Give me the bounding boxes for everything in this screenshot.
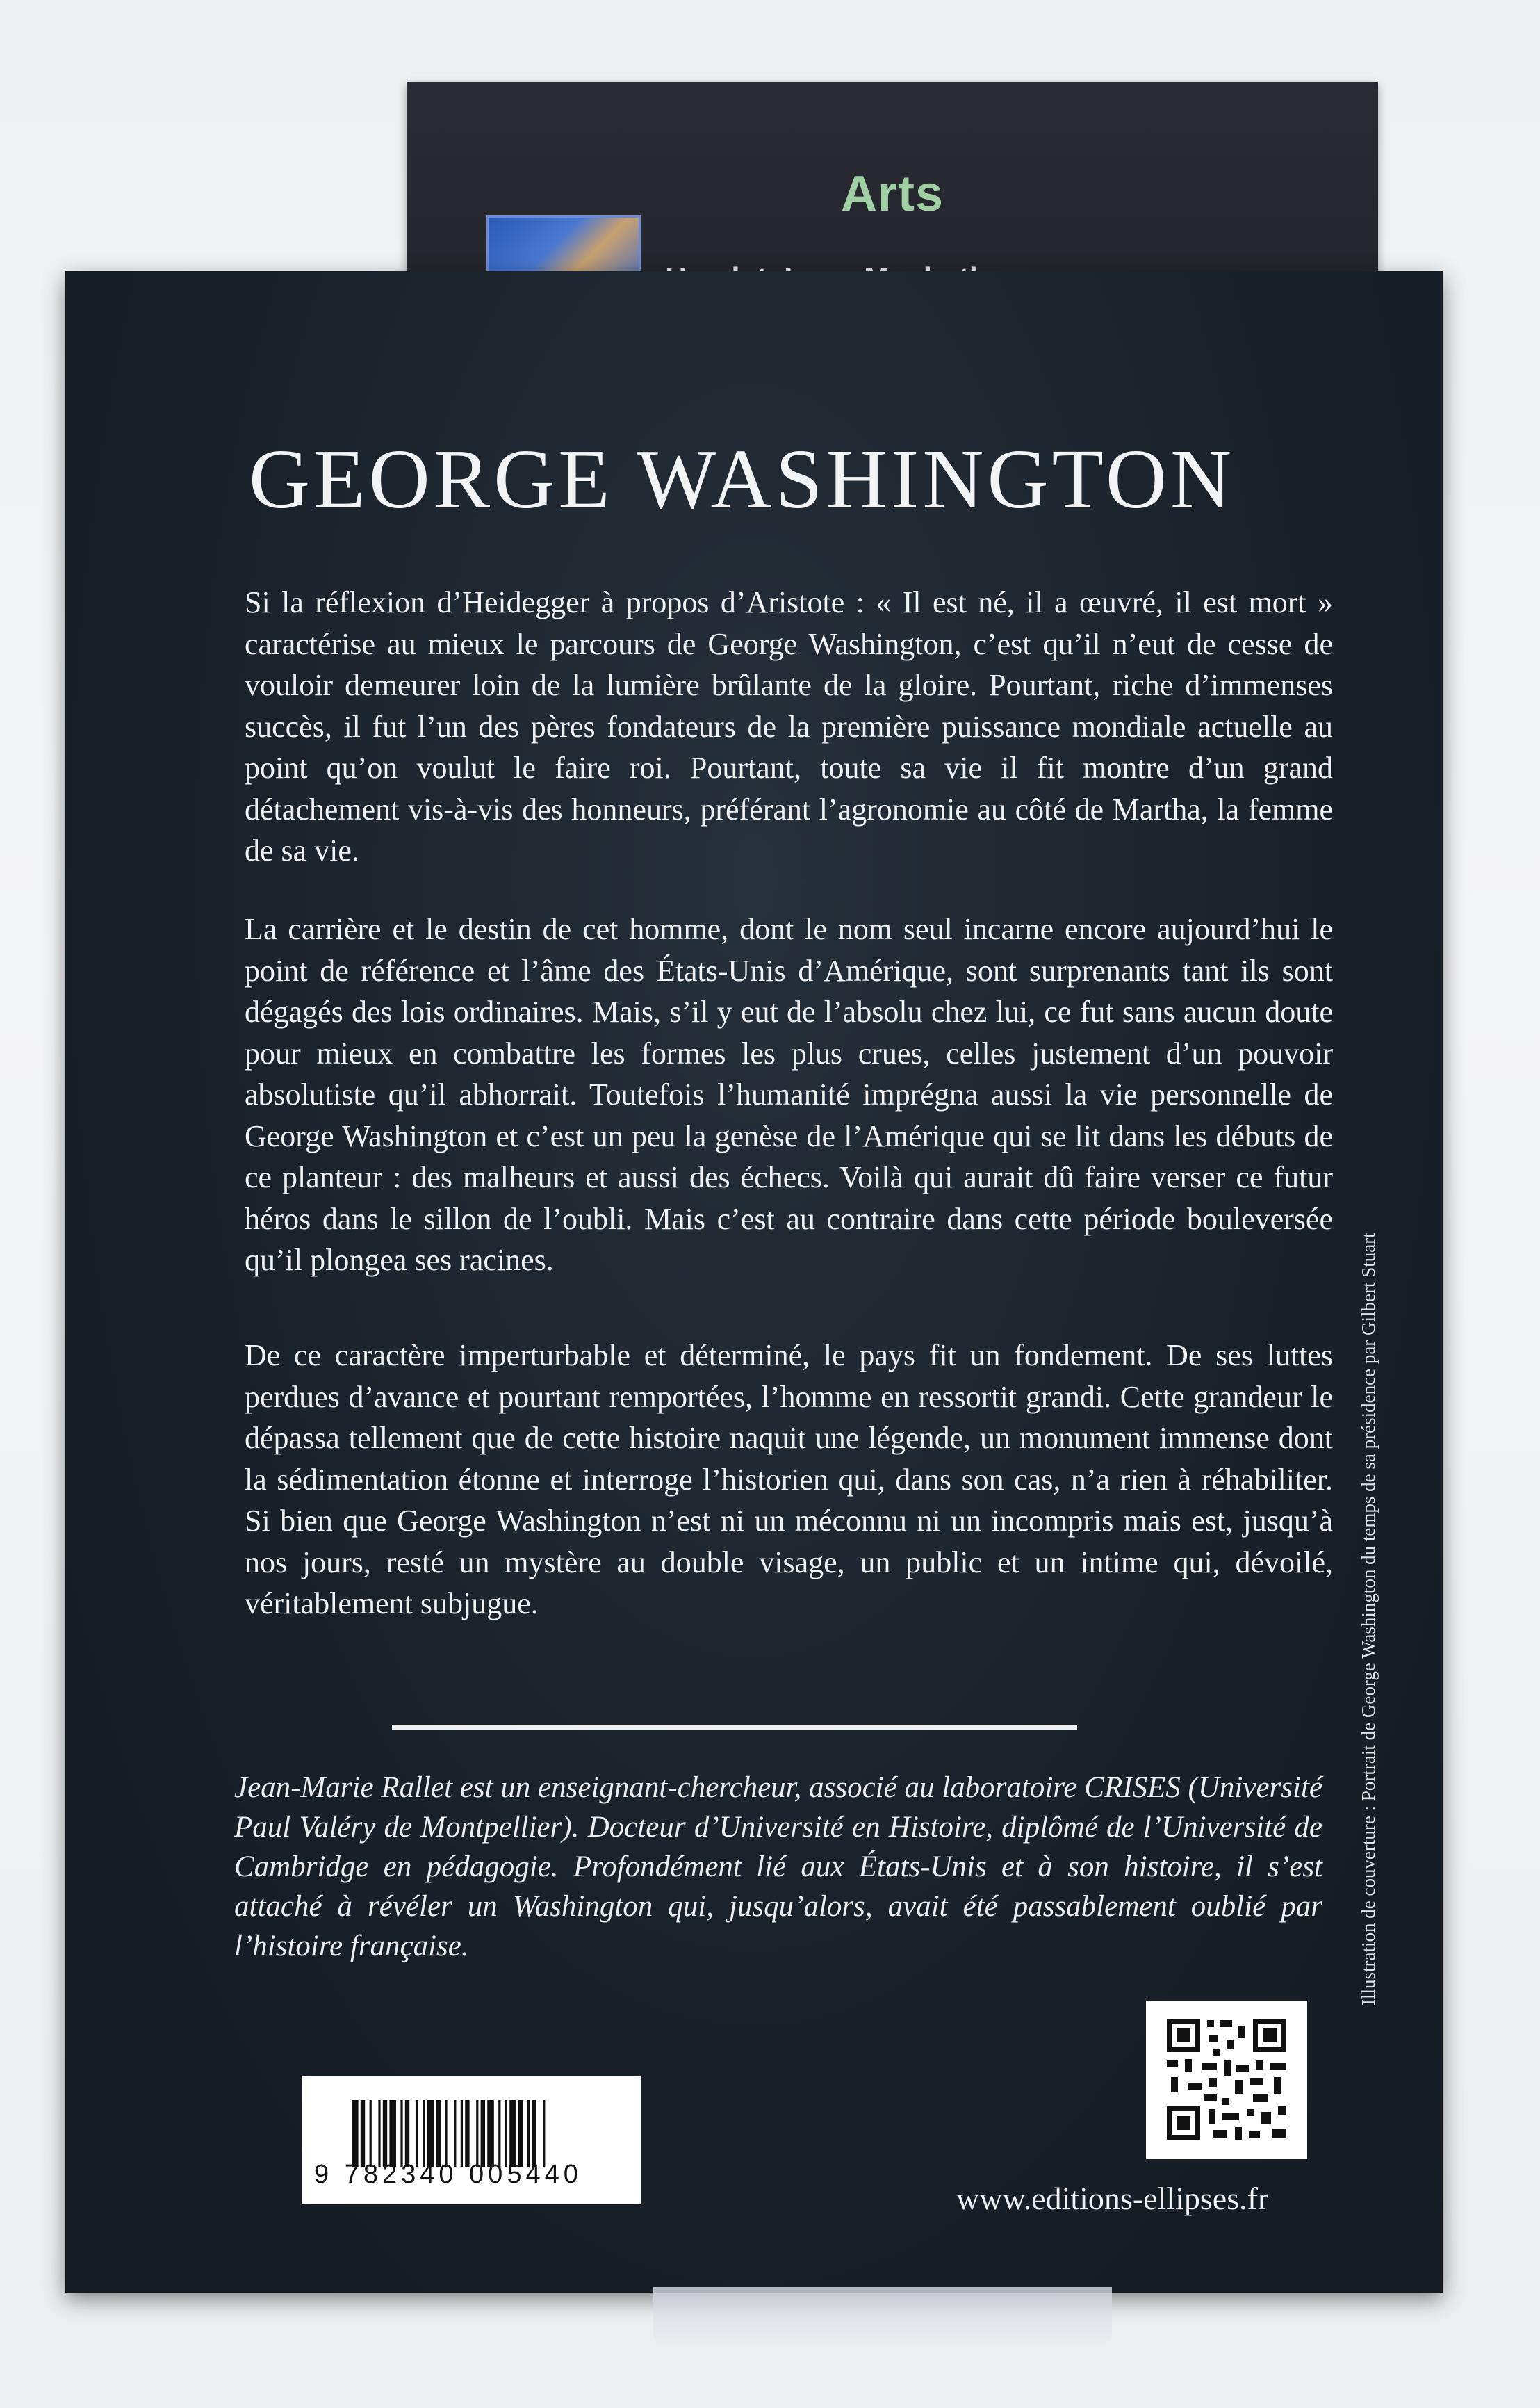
blurb-paragraph-1: Si la réflexion d’Heidegger à propos d’Aristote : « Il est né, il a œuvré, il est mort » caractérise au mieux le parcours de George Washington, c’est qu’il n’eut de cesse de vouloir demeurer loin de la lumière brûlante de la gloire. Pourtant, riche d’immenses succès, il fut l’un des pères fondateurs de la première puissance mondiale actuelle au point qu’on voulut le faire roi. Pourtant, toute sa vie il fit montre d’un grand détachement vis-à-vis des honneurs, préférant l’agronomie au côté de Martha, la femme de sa vie. [245,585,1333,868]
barcode-bar [476,2100,478,2167]
barcode-bar [378,2100,380,2167]
barcode-bar [427,2100,434,2167]
barcode-bar [505,2100,507,2167]
barcode-bar [527,2100,530,2167]
barcode-bar [445,2100,447,2167]
barcode-bar [405,2100,409,2167]
barcode-bar [498,2100,500,2167]
qr-code-icon [1146,2001,1307,2159]
barcode-bar [518,2100,523,2167]
barcode-bar [465,2100,469,2167]
blurb-paragraph-2: La carrière et le destin de cet homme, dont le nom seul incarne encore aujourd’hui le point de référence et l’âme des États-Unis d’Amérique, sont surprenants tant ils sont dégagés des lois ordinaires. Mais, s’il y eut de l’absolu chez lui, ce fut sans aucun doute pour mieux en combattre les formes les plus crues, celles justement d’un pouvoir absolutiste qu’il abhorrait. Toutefois l’humanité imprégna aussi la vie personnelle de George Washington et c’est un peu la genèse de l’Amérique qui se lit dans les débuts de ce planteur : des malheurs et aussi des échecs. Voilà qui aurait dû faire verser ce futur héros dans le sillon de l’oubli. Mais c’est au contraire dans cette période bouleversée qu’il plongea ses racines. [245,912,1333,1277]
blurb-paragraph-3: De ce caractère imperturbable et déterminé, le pays fit un fondement. De ses luttes perdues d’avance et pourtant remportées, l’homme en ressortit grandi. Cette grandeur le dépassa tellement que de cette histoire naquit une légende, un monument immense dont la sédimentation étonne et interroge l’historien qui, dans son cas, n’a rien à réhabiliter. Si bien que George Washington n’est ni un méconnu ni un incompris mais est, jusqu’à nos jours, resté un mystère au double visage, un public et un intime qui, dévoilé, véritablement subjugue. [245,1338,1333,1620]
barcode-bar [370,2100,372,2167]
bookmark-title: Arts [840,166,944,222]
barcode-bar [436,2100,441,2167]
author-bio: Jean-Marie Rallet est un enseignant-chercheur, associé au laboratoire CRISES (Université Paul Valéry de Montpellier). Docteur d’Université en Histoire, diplômé de l’Université de Cambridge en pédagogie. Profondément lié aux États-Unis et à son histoire, il s’est attaché à révéler un Washington qui, jusqu’alors, avait été passablement oublié par l’histoire française. [234,1771,1322,1962]
barcode-bar [509,2100,516,2167]
barcode-bar [481,2100,485,2167]
barcode-bar [423,2100,425,2167]
book-back-cover [65,271,1443,2293]
cover-illustration-credit: Illustration de couverture : Portrait de George Washington du temps de sa présidence par Gilbert Stuart [1358,1233,1379,2006]
barcode-bar [454,2100,456,2167]
barcode-bar [416,2100,418,2167]
divider-line [392,1725,1077,1730]
barcode-bar [487,2100,494,2167]
display-stand [653,2287,1112,2347]
barcode-bar [461,2100,463,2167]
barcode-bar [361,2100,365,2167]
barcode-bar [383,2100,387,2167]
book-title: GEORGE WASHINGTON [249,432,1236,526]
barcode-bar [389,2100,396,2167]
barcode-bars [352,2100,630,2167]
barcode-bar [532,2100,536,2167]
isbn-number: 9 782340 005440 [314,2160,582,2189]
barcode-icon [302,2076,641,2204]
barcode-bar [400,2100,402,2167]
barcode-bar [543,2100,545,2167]
publisher-website: www.editions-ellipses.fr [956,2181,1269,2216]
barcode-bar [352,2100,359,2167]
qr-code-graphic [1146,2001,1307,2159]
